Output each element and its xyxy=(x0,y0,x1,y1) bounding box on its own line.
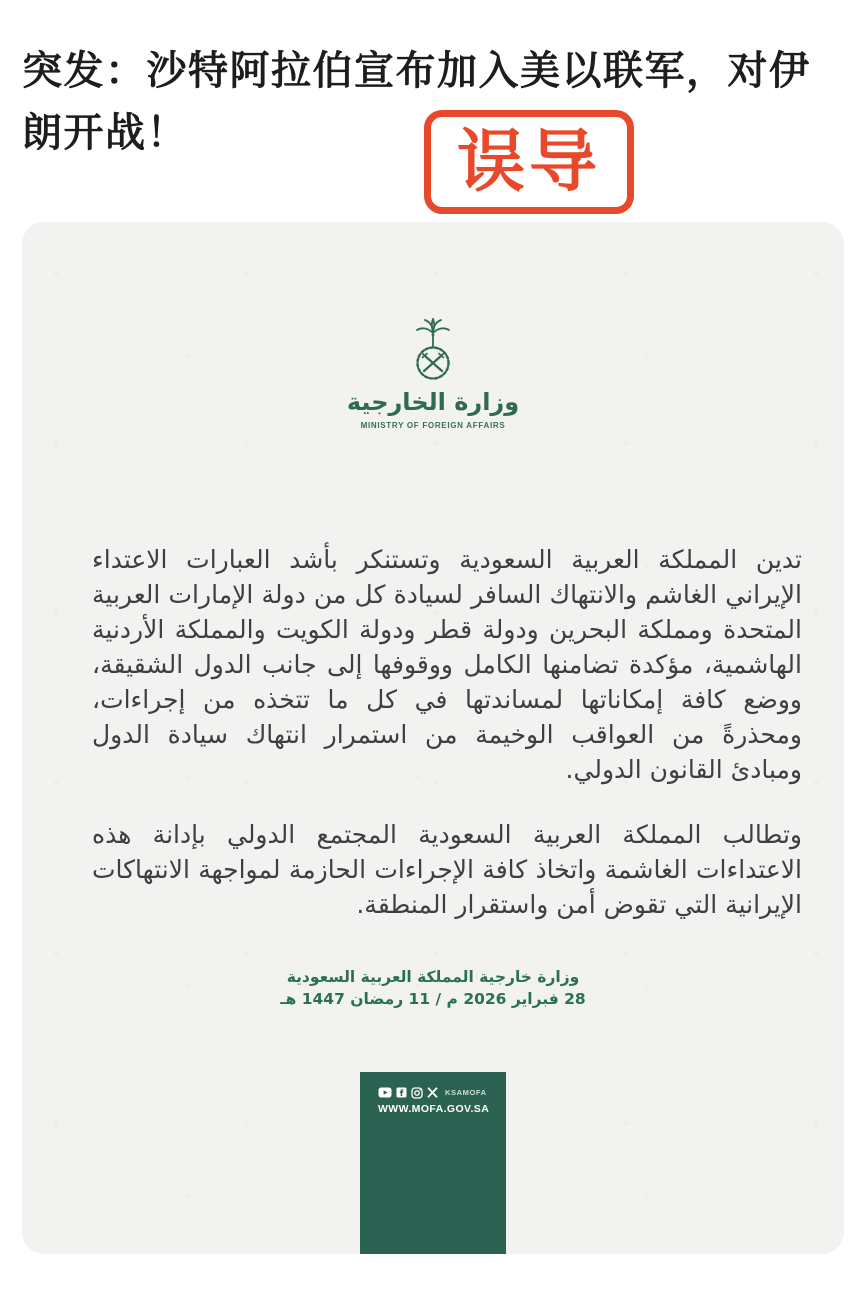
website-url: WWW.MOFA.GOV.SA xyxy=(378,1103,490,1115)
misleading-stamp-label: 误导 xyxy=(456,124,601,200)
misleading-stamp xyxy=(424,110,634,214)
youtube-icon xyxy=(378,1087,392,1098)
social-icons-row xyxy=(378,1086,498,1099)
signature-date: 28 فبراير 2026 م / 11 رمضان 1447 هـ xyxy=(280,990,586,1008)
statement-paragraph-2: وتطالب المملكة العربية السعودية المجتمع الدولي بإدانة هذه الاعتداءات الغاشمة واتخاذ كافة الإجراءات الحازمة لمواجهة الانتهاكات الإيرانية التي تقوض أمن واستقرار المنطقة. xyxy=(92,820,802,919)
statement-signature xyxy=(22,966,844,1010)
x-icon xyxy=(427,1087,438,1098)
post-headline: 突发：沙特阿拉伯宣布加入美以联军，对伊朗开战！ xyxy=(22,49,811,155)
mofa-statement-image xyxy=(22,222,844,1254)
statement-paragraph-1: تدين المملكة العربية السعودية وتستنكر بأشد العبارات الاعتداء الإيراني الغاشم والانتهاك السافر لسيادة كل من دولة الإمارات العربية المتحدة ومملكة البحرين ودولة قطر ودولة الكويت والمملكة الأردنية الهاشمية، مؤكدة تضامنها الكامل ووقوفها إلى جانب الدول الشقيقة، ووضع كافة إمكاناتها لمساندتها في كل ما تتخذه من إجراءات، ومحذرةً من العواقب الوخيمة من استمرار انتهاك سيادة الدول ومبادئ القانون الدولي. xyxy=(92,545,802,784)
facebook-icon xyxy=(396,1087,407,1098)
social-handle: KSAMOFA xyxy=(445,1088,487,1097)
mofa-logo xyxy=(22,318,844,430)
logo-arabic-title: وزارة الخارجية xyxy=(346,388,520,416)
instagram-icon xyxy=(411,1087,423,1099)
footer-banner xyxy=(360,1072,506,1254)
saudi-palm-crossed-swords-emblem-icon xyxy=(403,318,463,384)
signature-issuer: وزارة خارجية المملكة العربية السعودية xyxy=(286,968,580,986)
logo-english-caption: MINISTRY OF FOREIGN AFFAIRS xyxy=(360,421,506,430)
statement-body xyxy=(92,542,802,952)
